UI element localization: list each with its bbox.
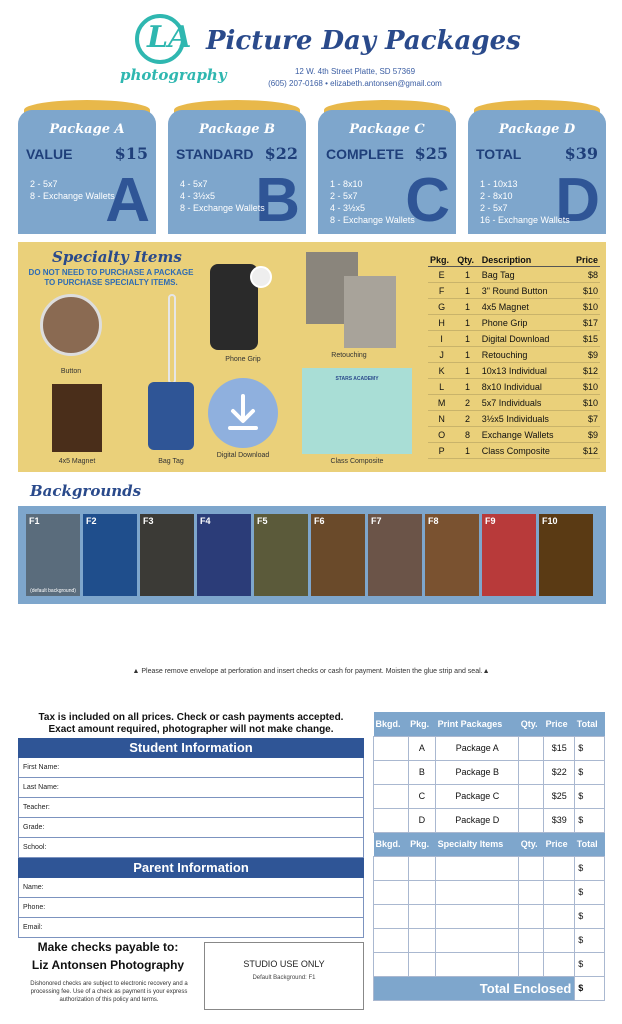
row-desc: 3" Round Button	[480, 283, 569, 299]
order-name: Package D	[436, 808, 519, 832]
tax-note	[18, 712, 364, 736]
package-letter: A	[105, 166, 150, 234]
row-qty: 2	[455, 395, 480, 411]
specialty-title: Specialty Items	[52, 248, 182, 266]
package-price: $39	[564, 144, 598, 163]
order-pkg: D	[408, 808, 436, 832]
row-pkg: P	[428, 443, 455, 459]
pkg-input[interactable]	[408, 880, 436, 904]
row-price: $9	[569, 427, 600, 443]
row-price: $7	[569, 411, 600, 427]
digital-caption: Digital Download	[216, 452, 270, 459]
specialty-row	[428, 315, 600, 331]
item-input[interactable]	[436, 904, 519, 928]
swatch-label: F1	[29, 516, 40, 526]
qty-input[interactable]	[519, 808, 544, 832]
background-swatch[interactable]	[197, 514, 251, 596]
package-item: 1 - 10x13	[480, 179, 518, 189]
magnet-product-image	[52, 384, 102, 452]
row-price: $9	[569, 347, 600, 363]
form-field[interactable]: Name:	[18, 878, 364, 898]
order-header-cell: Specialty Items	[436, 832, 519, 856]
row-pkg: F	[428, 283, 455, 299]
background-swatch[interactable]	[368, 514, 422, 596]
order-header-cell: Total	[575, 712, 605, 736]
row-price: $17	[569, 315, 600, 331]
specialty-row	[428, 443, 600, 459]
order-header-cell: Total	[575, 832, 605, 856]
price-input[interactable]	[544, 928, 575, 952]
background-swatch[interactable]	[140, 514, 194, 596]
col-desc: Description	[480, 254, 569, 267]
row-desc: 3½x5 Individuals	[480, 411, 569, 427]
row-qty: 1	[455, 379, 480, 395]
package-items	[180, 178, 265, 214]
row-price: $10	[569, 283, 600, 299]
form-field[interactable]: First Name:	[18, 758, 364, 778]
row-qty: 1	[455, 299, 480, 315]
order-total[interactable]: $	[575, 880, 605, 904]
order-header-cell: Qty.	[519, 832, 544, 856]
qty-input[interactable]	[519, 904, 544, 928]
row-desc: Phone Grip	[480, 315, 569, 331]
specialty-row	[428, 411, 600, 427]
pkg-input[interactable]	[408, 904, 436, 928]
swatch-label: F2	[86, 516, 97, 526]
row-qty: 2	[455, 411, 480, 427]
button-caption: Button	[60, 368, 82, 375]
row-desc: Bag Tag	[480, 267, 569, 283]
order-header-row	[374, 712, 605, 736]
row-desc: 10x13 Individual	[480, 363, 569, 379]
order-specialty-row	[374, 952, 605, 976]
specialty-row	[428, 267, 600, 283]
order-total[interactable]: $	[575, 760, 605, 784]
logo-text: photography	[120, 66, 227, 84]
package-items	[30, 178, 115, 202]
col-qty: Qty.	[455, 254, 480, 267]
logo	[120, 14, 227, 98]
total-row	[374, 976, 605, 1000]
package-name: Package B	[198, 122, 276, 137]
row-qty: 1	[455, 331, 480, 347]
qty-input[interactable]	[519, 928, 544, 952]
header	[0, 0, 622, 96]
qty-input[interactable]	[519, 952, 544, 976]
package-item: 2 - 5x7	[480, 203, 508, 213]
specialty-row	[428, 379, 600, 395]
background-swatch[interactable]	[482, 514, 536, 596]
swatch-label: F8	[428, 516, 439, 526]
qty-input[interactable]	[519, 784, 544, 808]
phonegrip-caption: Phone Grip	[225, 356, 261, 363]
order-specialty-row	[374, 880, 605, 904]
composite-product-image	[302, 368, 412, 454]
package-item: 4 - 3½x5	[180, 191, 216, 201]
package-letter: D	[555, 166, 600, 234]
row-price: $10	[569, 395, 600, 411]
specialty-note: DO NOT NEED TO PURCHASE A PACKAGE TO PURCHASE SPECIALTY ITEMS.	[28, 268, 194, 287]
order-price: $25	[544, 784, 575, 808]
bkgd-input[interactable]	[374, 808, 409, 832]
package-price: $22	[264, 144, 298, 163]
tax-line-1: Tax is included on all prices. Check or cash payments accepted.	[38, 712, 344, 723]
package-item: 4 - 5x7	[180, 179, 208, 189]
order-pkg: A	[408, 736, 436, 760]
fine-print: Dishonored checks are subject to electronic recovery and a processing fee. Use of a check as payment is your express authorization of this policy and terms.	[30, 981, 188, 1003]
qty-input[interactable]	[519, 880, 544, 904]
order-header-cell: Bkgd.	[374, 832, 409, 856]
order-print-row	[374, 784, 605, 808]
package-item: 1 - 8x10	[330, 179, 363, 189]
swatch-label: F7	[371, 516, 382, 526]
parent-info-header: Parent Information	[18, 858, 364, 878]
order-total[interactable]: $	[575, 856, 605, 880]
row-pkg: K	[428, 363, 455, 379]
qty-input[interactable]	[519, 856, 544, 880]
packages-row	[18, 100, 606, 234]
row-pkg: N	[428, 411, 455, 427]
bkgd-input[interactable]	[374, 736, 409, 760]
package-card	[18, 100, 156, 234]
payable-name: Liz Antonsen Photography	[31, 958, 185, 972]
order-total[interactable]: $	[575, 928, 605, 952]
package-item: 8 - Exchange Wallets	[30, 191, 115, 201]
bkgd-input[interactable]	[374, 904, 409, 928]
bagtag-strap-image	[168, 294, 176, 384]
form-field[interactable]: School:	[18, 838, 364, 858]
swatch-label: F6	[314, 516, 325, 526]
order-header-cell: Pkg.	[408, 832, 436, 856]
order-total[interactable]: $	[575, 784, 605, 808]
bkgd-input[interactable]	[374, 952, 409, 976]
studio-use-box	[204, 942, 364, 1010]
item-input[interactable]	[436, 952, 519, 976]
pkg-input[interactable]	[408, 928, 436, 952]
order-header-cell: Print Packages	[436, 712, 519, 736]
order-header-cell: Bkgd.	[374, 712, 409, 736]
row-price: $12	[569, 363, 600, 379]
composite-caption: Class Composite	[330, 458, 384, 465]
order-total[interactable]: $	[575, 736, 605, 760]
row-desc: Retouching	[480, 347, 569, 363]
price-input[interactable]	[544, 952, 575, 976]
specialty-price-table	[428, 254, 600, 459]
order-pkg: B	[408, 760, 436, 784]
logo-mark-text: LA	[147, 20, 192, 55]
background-swatch[interactable]	[425, 514, 479, 596]
package-name: Package C	[349, 122, 425, 137]
order-header-cell: Pkg.	[408, 712, 436, 736]
package-tier: VALUE	[26, 146, 73, 162]
swatch-label: F5	[257, 516, 268, 526]
row-price: $15	[569, 331, 600, 347]
row-price: $8	[569, 267, 600, 283]
swatch-label: F3	[143, 516, 154, 526]
form-field[interactable]: Phone:	[18, 898, 364, 918]
specialty-row	[428, 331, 600, 347]
order-header-cell: Price	[544, 832, 575, 856]
bkgd-input[interactable]	[374, 856, 409, 880]
background-swatch[interactable]	[254, 514, 308, 596]
row-qty: 1	[455, 347, 480, 363]
specialty-row	[428, 427, 600, 443]
studio-default: Default Background: F1	[252, 975, 316, 981]
specialty-section	[18, 242, 606, 472]
order-pkg: C	[408, 784, 436, 808]
package-tier: COMPLETE	[326, 146, 404, 162]
order-name: Package B	[436, 760, 519, 784]
page-title: Picture Day Packages	[206, 26, 521, 56]
background-swatch[interactable]	[311, 514, 365, 596]
order-print-row	[374, 760, 605, 784]
row-price: $10	[569, 299, 600, 315]
order-price: $15	[544, 736, 575, 760]
package-name: Package A	[49, 122, 125, 137]
package-letter: B	[255, 166, 300, 234]
price-input[interactable]	[544, 904, 575, 928]
composite-school: STARS ACADEMY	[335, 376, 379, 382]
student-info-header: Student Information	[18, 738, 364, 758]
package-body	[468, 110, 606, 234]
specialty-row	[428, 283, 600, 299]
magnet-caption: 4x5 Magnet	[58, 458, 96, 465]
bkgd-input[interactable]	[374, 880, 409, 904]
order-table	[373, 712, 605, 1001]
backgrounds-strip	[18, 506, 606, 604]
row-desc: Class Composite	[480, 443, 569, 459]
download-icon	[208, 378, 278, 448]
order-header-row	[374, 832, 605, 856]
studio-title: STUDIO USE ONLY	[243, 959, 325, 969]
bagtag-caption: Bag Tag	[158, 458, 184, 465]
package-tier: STANDARD	[176, 146, 254, 162]
row-pkg: H	[428, 315, 455, 331]
package-item: 8 - Exchange Wallets	[330, 215, 415, 225]
phonegrip-photo-image	[250, 266, 272, 288]
order-specialty-row	[374, 904, 605, 928]
row-pkg: J	[428, 347, 455, 363]
package-card	[468, 100, 606, 234]
pkg-input[interactable]	[408, 952, 436, 976]
retouching-caption: Retouching	[331, 352, 367, 359]
default-note: (default background)	[30, 588, 76, 594]
order-name: Package A	[436, 736, 519, 760]
bkgd-input[interactable]	[374, 784, 409, 808]
package-price: $25	[414, 144, 448, 163]
row-desc: Exchange Wallets	[480, 427, 569, 443]
tax-line-2: Exact amount required, photographer will not make change.	[48, 724, 334, 735]
package-item: 16 - Exchange Wallets	[480, 215, 570, 225]
order-print-row	[374, 808, 605, 832]
package-body	[168, 110, 306, 234]
order-price: $22	[544, 760, 575, 784]
row-pkg: L	[428, 379, 455, 395]
row-qty: 1	[455, 363, 480, 379]
specialty-row	[428, 395, 600, 411]
row-pkg: O	[428, 427, 455, 443]
package-item: 8 - Exchange Wallets	[180, 203, 265, 213]
package-card	[318, 100, 456, 234]
backgrounds-title: Backgrounds	[30, 482, 142, 500]
row-desc: 4x5 Magnet	[480, 299, 569, 315]
row-price: $12	[569, 443, 600, 459]
specialty-row	[428, 347, 600, 363]
qty-input[interactable]	[519, 760, 544, 784]
pkg-input[interactable]	[408, 856, 436, 880]
form-field[interactable]: Email:	[18, 918, 364, 938]
row-price: $10	[569, 379, 600, 395]
row-qty: 8	[455, 427, 480, 443]
total-label: Total Enclosed	[374, 976, 575, 1000]
swatch-label: F9	[485, 516, 496, 526]
package-tier: TOTAL	[476, 146, 522, 162]
row-qty: 1	[455, 315, 480, 331]
item-input[interactable]	[436, 880, 519, 904]
form-field[interactable]: Last Name:	[18, 778, 364, 798]
row-qty: 1	[455, 267, 480, 283]
package-items	[330, 178, 415, 226]
order-header-cell: Qty.	[519, 712, 544, 736]
order-name: Package C	[436, 784, 519, 808]
package-price: $15	[114, 144, 148, 163]
logo-mark-icon	[135, 14, 192, 64]
contact: (605) 207-0168 • elizabeth.antonsen@gmail.com	[268, 79, 442, 88]
payable-title: Make checks payable to:	[37, 940, 179, 954]
specialty-row	[428, 299, 600, 315]
specialty-row	[428, 363, 600, 379]
qty-input[interactable]	[519, 736, 544, 760]
col-price: Price	[569, 254, 600, 267]
order-price: $39	[544, 808, 575, 832]
contact-block	[250, 66, 460, 90]
order-specialty-row	[374, 856, 605, 880]
order-total[interactable]: $	[575, 808, 605, 832]
package-items	[480, 178, 570, 226]
row-desc: 8x10 Individual	[480, 379, 569, 395]
package-body	[318, 110, 456, 234]
package-item: 2 - 8x10	[480, 191, 513, 201]
package-name: Package D	[498, 122, 576, 137]
row-desc: Digital Download	[480, 331, 569, 347]
background-swatch[interactable]	[26, 514, 80, 596]
row-qty: 1	[455, 283, 480, 299]
row-pkg: E	[428, 267, 455, 283]
row-pkg: I	[428, 331, 455, 347]
swatch-label: F10	[542, 516, 558, 526]
bagtag-product-image	[148, 382, 194, 450]
total-value[interactable]: $	[575, 976, 605, 1000]
row-pkg: M	[428, 395, 455, 411]
price-input[interactable]	[544, 856, 575, 880]
form-field[interactable]: Teacher:	[18, 798, 364, 818]
specialty-table-header	[428, 254, 600, 267]
package-item: 2 - 5x7	[330, 191, 358, 201]
background-swatch[interactable]	[83, 514, 137, 596]
order-print-row	[374, 736, 605, 760]
package-letter: C	[405, 166, 450, 234]
bkgd-input[interactable]	[374, 760, 409, 784]
address: 12 W. 4th Street Platte, SD 57369	[294, 67, 416, 76]
swatch-label: F4	[200, 516, 211, 526]
package-card	[168, 100, 306, 234]
background-swatch[interactable]	[539, 514, 593, 596]
order-header-cell: Price	[544, 712, 575, 736]
button-product-image	[40, 294, 102, 356]
retouching-after-image	[344, 276, 396, 348]
order-total[interactable]: $	[575, 904, 605, 928]
price-input[interactable]	[544, 880, 575, 904]
perforation-note: ▲ Please remove envelope at perforation and insert checks or cash for payment. Moisten the glue strip and seal.▲	[132, 668, 490, 675]
item-input[interactable]	[436, 928, 519, 952]
form-field[interactable]: Grade:	[18, 818, 364, 838]
package-item: 2 - 5x7	[30, 179, 58, 189]
row-pkg: G	[428, 299, 455, 315]
package-item: 4 - 3½x5	[330, 203, 366, 213]
item-input[interactable]	[436, 856, 519, 880]
payable-block	[18, 940, 198, 972]
order-specialty-row	[374, 928, 605, 952]
col-pkg: Pkg.	[428, 254, 455, 267]
row-qty: 1	[455, 443, 480, 459]
package-body	[18, 110, 156, 234]
row-desc: 5x7 Individuals	[480, 395, 569, 411]
order-total[interactable]: $	[575, 952, 605, 976]
bkgd-input[interactable]	[374, 928, 409, 952]
